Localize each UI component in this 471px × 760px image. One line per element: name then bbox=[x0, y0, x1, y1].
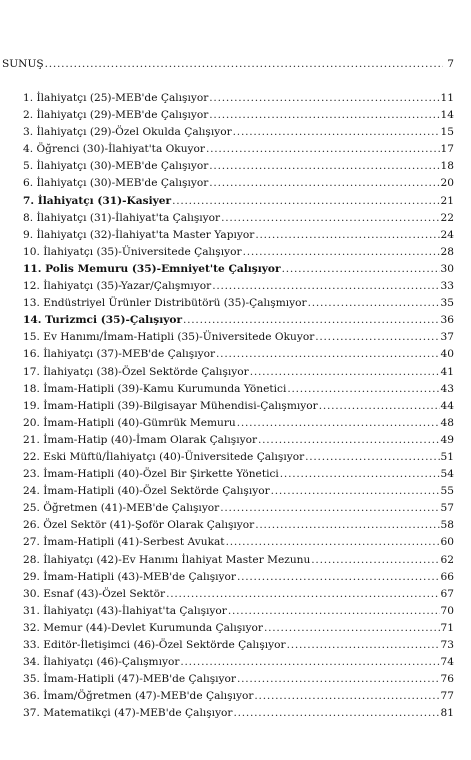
toc-label: 26. Özel Sektör (41)-Şoför Olarak Çalışıyor bbox=[23, 519, 255, 532]
toc-page-number: 71 bbox=[440, 621, 454, 634]
toc-entry bbox=[23, 262, 454, 279]
toc-label: 34. İlahiyatçı (46)-Çalışmıyor bbox=[23, 656, 180, 669]
toc-page-number: 81 bbox=[440, 707, 454, 720]
toc-page-number: 35 bbox=[440, 297, 454, 310]
toc-page-number: 48 bbox=[440, 416, 454, 429]
dot-leader bbox=[216, 347, 439, 361]
toc-page-number: 22 bbox=[440, 211, 454, 224]
toc-entry bbox=[23, 194, 454, 211]
toc-page-number: 77 bbox=[440, 690, 454, 703]
toc-label: 28. İlahiyatçı (42)-Ev Hanımı İlahiyat Master Mezunu bbox=[23, 553, 311, 566]
toc-page-number: 43 bbox=[440, 382, 454, 395]
toc-entry bbox=[23, 467, 454, 484]
toc-page-number: 18 bbox=[440, 160, 454, 173]
dot-leader bbox=[237, 570, 440, 584]
toc-page-number: 33 bbox=[440, 280, 454, 293]
toc-entry bbox=[23, 125, 454, 142]
toc-entry bbox=[23, 672, 454, 689]
toc-label: 10. İlahiyatçı (35)-Üniversitede Çalışıyor bbox=[23, 245, 242, 258]
toc-label: 20. İmam-Hatipli (40)-Gümrük Memuru bbox=[23, 416, 236, 429]
dot-leader bbox=[234, 706, 440, 720]
toc-page-number: 60 bbox=[440, 536, 454, 549]
toc-entry bbox=[23, 621, 454, 638]
toc-entry bbox=[23, 347, 454, 364]
toc-entry bbox=[23, 655, 454, 672]
toc-label: 32. Memur (44)-Devlet Kurumunda Çalışıyor bbox=[23, 621, 263, 634]
toc-label: 25. Öğretmen (41)-MEB'de Çalışıyor bbox=[23, 502, 220, 515]
toc-page-number: 15 bbox=[440, 126, 454, 139]
toc-page-number: 67 bbox=[440, 587, 454, 600]
toc-entry bbox=[23, 535, 454, 552]
toc-label: 16. İlahiyatçı (37)-MEB'de Çalışıyor bbox=[23, 348, 216, 361]
toc-entry bbox=[23, 91, 454, 108]
toc-entry bbox=[23, 245, 454, 262]
toc-entry bbox=[23, 689, 454, 706]
toc-label: 27. İmam-Hatipli (41)-Serbest Avukat bbox=[23, 536, 225, 549]
toc-label: 19. İmam-Hatipli (39)-Bilgisayar Mühendisi-Çalışmıyor bbox=[23, 399, 318, 412]
dot-leader bbox=[255, 518, 439, 532]
dot-leader bbox=[180, 655, 439, 669]
toc-page-number: 76 bbox=[440, 673, 454, 686]
dot-leader bbox=[308, 296, 440, 310]
toc-entry bbox=[23, 365, 454, 382]
dot-leader bbox=[258, 433, 439, 447]
dot-leader bbox=[282, 262, 440, 276]
toc-label: 12. İlahiyatçı (35)-Yazar/Çalışmıyor bbox=[23, 280, 212, 293]
toc-label: 17. İlahiyatçı (38)-Özel Sektörde Çalışıyor bbox=[23, 365, 249, 378]
toc-page-number: 51 bbox=[440, 450, 454, 463]
toc-label: 7. İlahiyatçı (31)-Kasiyer bbox=[23, 194, 172, 207]
toc-label: 18. İmam-Hatipli (39)-Kamu Kurumunda Yönetici bbox=[23, 382, 287, 395]
toc-label: 2. İlahiyatçı (29)-MEB'de Çalışıyor bbox=[23, 109, 209, 122]
dot-leader bbox=[183, 313, 439, 327]
dot-leader bbox=[221, 211, 439, 225]
toc-page-number: 11 bbox=[440, 92, 454, 104]
dot-leader bbox=[206, 142, 440, 156]
toc-entry bbox=[23, 330, 454, 347]
dot-leader bbox=[319, 399, 440, 413]
toc-page-number: 66 bbox=[440, 570, 454, 583]
dot-leader bbox=[212, 279, 439, 293]
dot-leader bbox=[209, 159, 439, 173]
toc-entry bbox=[23, 706, 454, 723]
dot-leader bbox=[255, 228, 439, 242]
toc-label: 11. Polis Memuru (35)-Emniyet'te Çalışıyor bbox=[23, 262, 281, 275]
toc-entry bbox=[23, 313, 454, 330]
toc-page-number: 36 bbox=[440, 314, 454, 327]
toc-label: 31. İlahiyatçı (43)-İlahiyat'ta Çalışıyor bbox=[23, 604, 227, 617]
dot-leader bbox=[287, 382, 439, 396]
toc-entry bbox=[23, 108, 454, 125]
toc-page-number: 54 bbox=[440, 468, 454, 481]
toc-page-number: 24 bbox=[440, 228, 454, 241]
toc-label: 15. Ev Hanımı/İmam-Hatipli (35)-Üniversitede Okuyor bbox=[23, 331, 315, 344]
toc-page-number: 73 bbox=[440, 639, 454, 651]
toc-page-number: 57 bbox=[440, 502, 454, 515]
toc-label: 37. Matematikçi (47)-MEB'de Çalışıyor bbox=[23, 707, 233, 720]
toc-page-number: 70 bbox=[440, 604, 454, 617]
toc-entry bbox=[23, 399, 454, 416]
dot-leader bbox=[264, 621, 440, 635]
dot-leader bbox=[166, 587, 439, 601]
toc-entry-intro bbox=[2, 57, 454, 71]
dot-leader bbox=[209, 176, 439, 190]
toc-page-number: 14 bbox=[440, 109, 454, 122]
dot-leader bbox=[233, 125, 440, 139]
toc-label: 14. Turizmci (35)-Çalışıyor bbox=[23, 314, 183, 327]
dot-leader bbox=[226, 535, 440, 549]
dot-leader bbox=[271, 484, 440, 498]
toc-page-number: 41 bbox=[440, 365, 454, 378]
toc-page-number: 49 bbox=[440, 433, 454, 446]
toc-page-number: 17 bbox=[440, 143, 454, 156]
toc-entry bbox=[23, 159, 454, 176]
toc-entry bbox=[23, 228, 454, 245]
toc-page-number: 62 bbox=[440, 553, 454, 566]
toc-label: 22. Eski Müftü/İlahiyatçı (40)-Üniversitede Çalışıyor bbox=[23, 450, 305, 463]
dot-leader bbox=[45, 57, 443, 71]
toc-label: 6. İlahiyatçı (30)-MEB'de Çalışıyor bbox=[23, 177, 209, 190]
dot-leader bbox=[237, 416, 440, 430]
toc-entry bbox=[23, 142, 454, 159]
toc-entry bbox=[23, 518, 454, 535]
toc-entry bbox=[23, 279, 454, 296]
toc-label: 33. Editör-İletişimci (46)-Özel Sektörde Çalışıyor bbox=[23, 639, 286, 651]
dot-leader bbox=[228, 604, 440, 618]
toc-page-number: 40 bbox=[440, 348, 454, 361]
dot-leader bbox=[243, 245, 440, 259]
toc-entry bbox=[23, 638, 454, 655]
toc-label: 35. İmam-Hatipli (47)-MEB'de Çalışıyor bbox=[23, 673, 236, 686]
toc-page-number: 58 bbox=[440, 519, 454, 532]
toc-page-number: 28 bbox=[440, 245, 454, 258]
dot-leader bbox=[280, 467, 440, 481]
toc-label: 5. İlahiyatçı (30)-MEB'de Çalışıyor bbox=[23, 160, 209, 173]
toc-label: 4. Öğrenci (30)-İlahiyat'ta Okuyor bbox=[23, 143, 205, 156]
toc-label: 9. İlahiyatçı (32)-İlahiyat'ta Master Yapıyor bbox=[23, 228, 255, 241]
dot-leader bbox=[237, 672, 440, 686]
dot-leader bbox=[311, 553, 439, 567]
toc-page-number: 74 bbox=[440, 656, 454, 669]
toc-page-number: 55 bbox=[440, 485, 454, 498]
dot-leader bbox=[209, 91, 439, 105]
toc-label: 3. İlahiyatçı (29)-Özel Okulda Çalışıyor bbox=[23, 126, 232, 139]
toc-entry bbox=[23, 382, 454, 399]
toc-label: 21. İmam-Hatip (40)-İmam Olarak Çalışıyor bbox=[23, 433, 258, 446]
dot-leader bbox=[287, 638, 440, 652]
toc-entry bbox=[23, 211, 454, 228]
toc-page-number: 20 bbox=[440, 177, 454, 190]
dot-leader bbox=[250, 365, 440, 379]
toc-page-number: 44 bbox=[440, 399, 454, 412]
toc-entry bbox=[23, 484, 454, 501]
table-of-contents bbox=[23, 91, 454, 723]
toc-entry bbox=[23, 604, 454, 621]
dot-leader bbox=[220, 501, 439, 515]
toc-entry bbox=[23, 587, 454, 604]
dot-leader bbox=[315, 330, 439, 344]
toc-entry bbox=[23, 553, 454, 570]
toc-label: 1. İlahiyatçı (25)-MEB'de Çalışıyor bbox=[23, 92, 209, 104]
toc-label: 23. İmam-Hatipli (40)-Özel Bir Şirkette Yönetici bbox=[23, 468, 279, 481]
dot-leader bbox=[254, 689, 439, 703]
dot-leader bbox=[209, 108, 439, 122]
toc-label: 13. Endüstriyel Ürünler Distribütörü (35)-Çalışmıyor bbox=[23, 297, 307, 310]
toc-entry bbox=[23, 416, 454, 433]
toc-entry bbox=[23, 433, 454, 450]
toc-label: 36. İmam/Öğretmen (47)-MEB'de Çalışıyor bbox=[23, 690, 254, 703]
toc-label: 30. Esnaf (43)-Özel Sektör bbox=[23, 587, 166, 600]
dot-leader bbox=[305, 450, 439, 464]
toc-entry bbox=[23, 570, 454, 587]
toc-label: 29. İmam-Hatipli (43)-MEB'de Çalışıyor bbox=[23, 570, 236, 583]
toc-page-number: 21 bbox=[440, 194, 454, 207]
toc-label: 8. İlahiyatçı (31)-İlahiyat'ta Çalışıyor bbox=[23, 211, 221, 224]
toc-entry bbox=[23, 450, 454, 467]
toc-entry bbox=[23, 501, 454, 518]
toc-page-number: 37 bbox=[440, 331, 454, 344]
toc-label: SUNUŞ bbox=[2, 58, 44, 70]
toc-entry bbox=[23, 176, 454, 193]
toc-page-number: 30 bbox=[440, 262, 454, 275]
dot-leader bbox=[172, 194, 439, 208]
toc-page-number: 7 bbox=[447, 58, 454, 70]
toc-label: 24. İmam-Hatipli (40)-Özel Sektörde Çalışıyor bbox=[23, 485, 270, 498]
toc-entry bbox=[23, 296, 454, 313]
